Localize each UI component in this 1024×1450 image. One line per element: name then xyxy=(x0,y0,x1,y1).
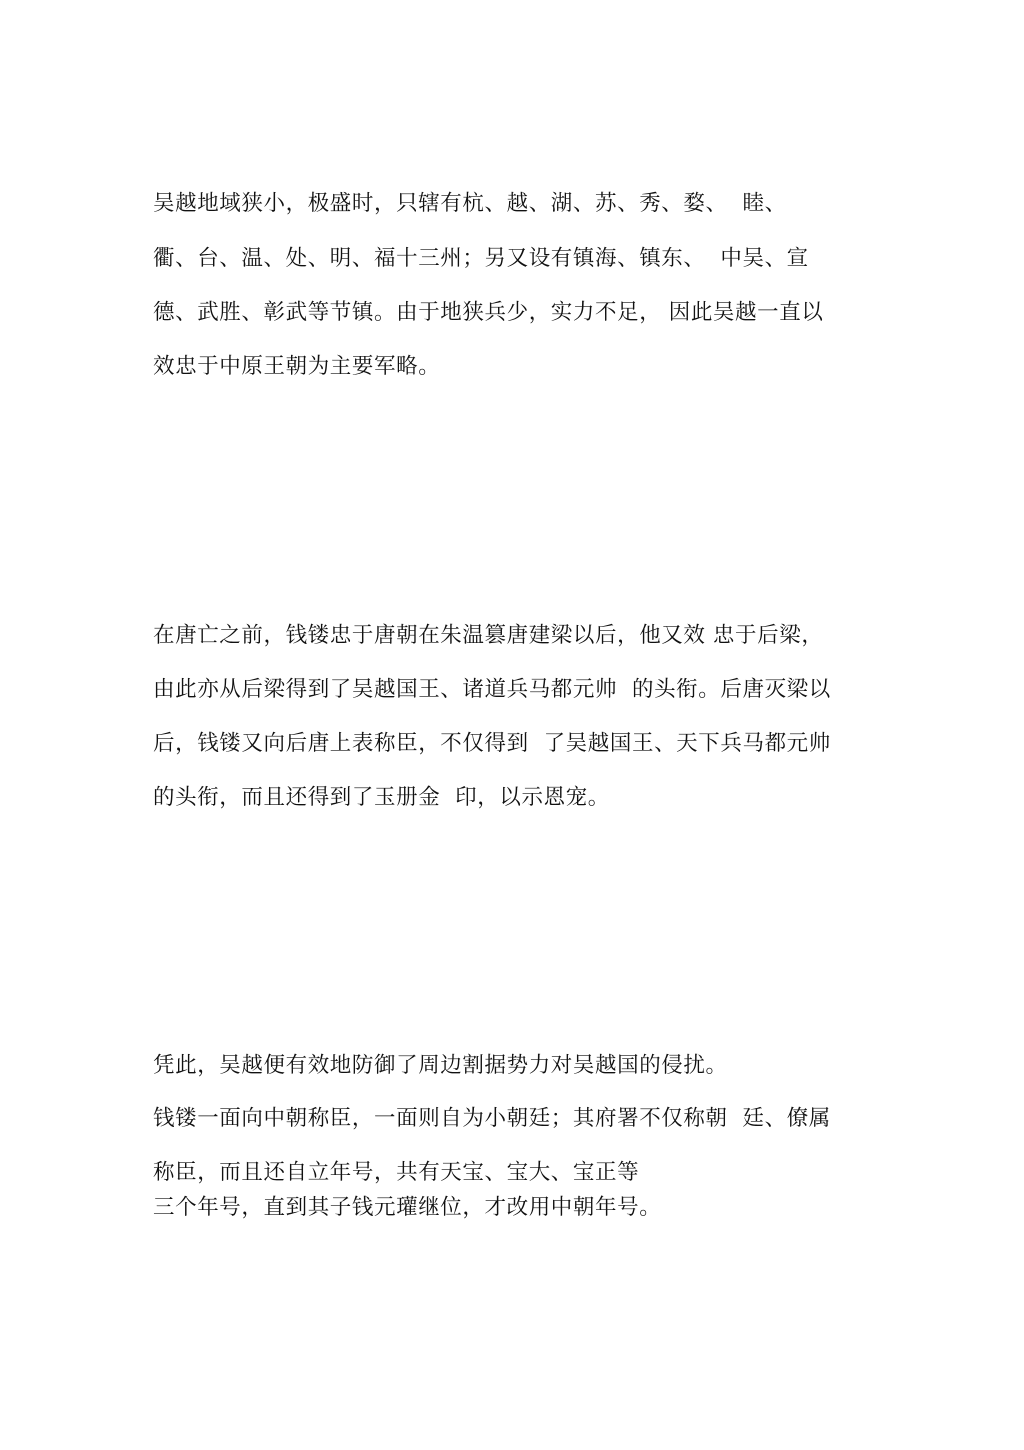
text-line: 凭此，吴越便有效地防御了周边割据势力对吴越国的侵扰。 xyxy=(153,1053,728,1078)
text-line: 的头衔，而且还得到了玉册金 印，以示恩宠。 xyxy=(153,785,610,810)
text-line: 吴越地域狭小，极盛时，只辖有杭、越、湖、苏、秀、婺、 睦、 xyxy=(153,191,787,216)
text-line: 由此亦从后梁得到了吴越国王、诸道兵马都元帅 的头衔。后唐灭梁以 xyxy=(153,677,831,702)
text-line: 效忠于中原王朝为主要军略。 xyxy=(153,354,441,379)
text-line: 德、武胜、彰武等节镇。由于地狭兵少，实力不足， 因此吴越一直以 xyxy=(153,300,824,325)
text-line: 后，钱镂又向后唐上表称臣，不仅得到 了吴越国王、天下兵马都元帅 xyxy=(153,731,831,756)
text-line: 三个年号，直到其子钱元瓘继位，才改用中朝年号。 xyxy=(153,1195,662,1220)
text-line: 称臣，而且还自立年号，共有天宝、宝大、宝正等 xyxy=(153,1160,640,1185)
text-line: 钱镂一面向中朝称臣，一面则自为小朝廷；其府署不仅称朝 廷、僚属 xyxy=(153,1106,831,1131)
text-line: 在唐亡之前，钱镂忠于唐朝在朱温篡唐建梁以后，他又效 忠于后梁， xyxy=(153,623,824,648)
text-line: 衢、台、温、处、明、福十三州；另又设有镇海、镇东、 中吴、宣 xyxy=(153,246,809,271)
